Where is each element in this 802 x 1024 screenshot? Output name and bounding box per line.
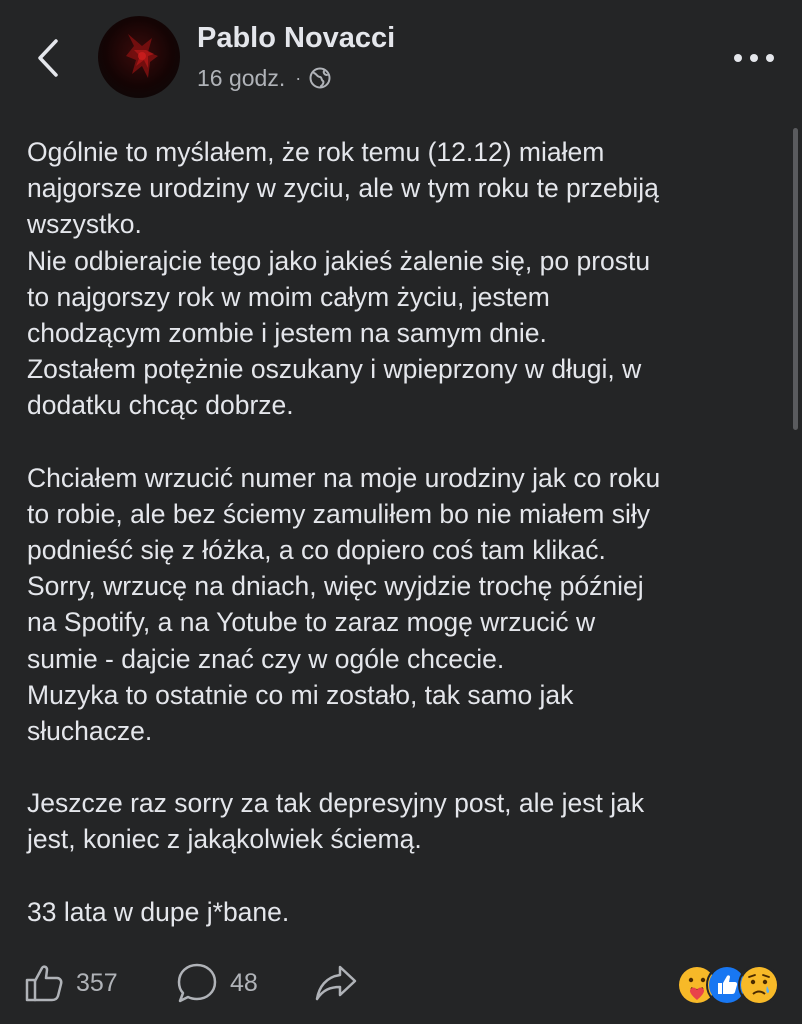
post-footer <box>0 950 802 1014</box>
author-name[interactable]: Pablo Novacci <box>197 22 396 54</box>
post-paragraph: Jeszcze raz sorry za tak depresyjny post, ale jest jak jest, koniec z jakąkolwiek ściemą. <box>27 788 645 855</box>
avatar[interactable] <box>98 16 180 98</box>
chevron-left-icon <box>36 38 60 78</box>
comment-bubble-icon <box>176 962 218 1004</box>
post-timestamp[interactable]: 16 godz. <box>197 64 286 91</box>
comment-count: 48 <box>230 968 258 997</box>
meta-separator: · <box>295 67 302 88</box>
post-paragraph: Chciałem wrzucić numer na moje urodziny jak co roku to robie, ale bez ściemy zamuliłem bo nie miałem siły podnieść się z łóżka, a co dopiero coś tam klikać. Sorry, wrzucę na dniach, więc wyjdzie trochę później na Spotify, a na Yotube to zaraz mogę wrzucić w sumie - dajcie znać czy w ogóle chcecie. Muzyka to ostatnie co mi zostało, tak samo jak słuchacze. <box>27 462 661 747</box>
post-text <box>27 134 787 930</box>
post-paragraph: Ogólnie to myślałem, że rok temu (12.12) miałem najgorsze urodziny w zyciu, ale w tym roku te przebiją wszystko. Nie odbierajcie tego jako jakieś żalenie się, po prostu to najgorszy rok w moim całym życiu, jestem chodzącym zombie i jestem na samym dnie. Zostałem potężnie oszukany i wpieprzony w długi, w dodatku chcąc dobrze. <box>27 137 659 421</box>
scrollbar[interactable] <box>793 128 798 430</box>
share-arrow-icon <box>314 963 358 1003</box>
share-button[interactable] <box>314 958 358 1008</box>
comment-button[interactable] <box>176 958 258 1008</box>
post-meta <box>197 63 331 93</box>
back-button[interactable] <box>28 36 68 80</box>
like-button[interactable] <box>24 958 118 1008</box>
globe-icon <box>309 67 331 89</box>
thumbs-up-icon <box>24 963 64 1003</box>
sad-reaction-icon <box>738 964 780 1006</box>
avatar-image <box>98 16 180 98</box>
post-paragraph: 33 lata w dupe j*bane. <box>27 896 290 927</box>
like-count: 357 <box>76 968 118 997</box>
more-horizontal-icon <box>732 53 776 63</box>
more-options-button[interactable] <box>728 40 780 76</box>
reactions-summary[interactable] <box>676 960 780 1006</box>
post-header <box>0 0 802 110</box>
